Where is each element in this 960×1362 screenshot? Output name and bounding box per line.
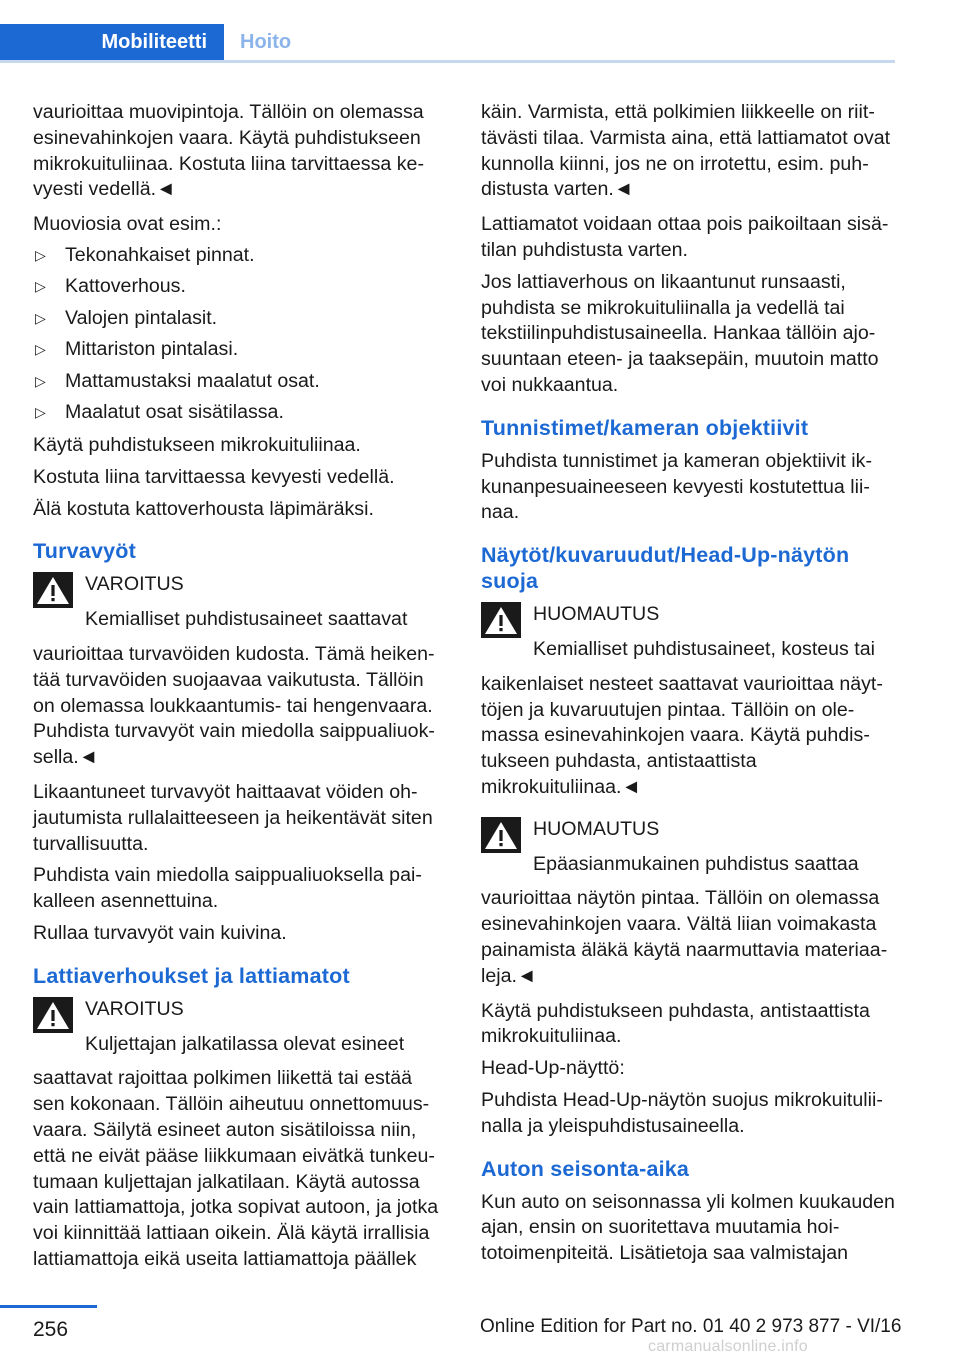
edition-text: Online Edition for Part no. 01 40 2 973 877 - VI/16 (480, 1316, 902, 1337)
right-column (481, 100, 897, 1276)
intro-paragraph: vaurioittaa muovipintoja. Tällöin on olemassa esinevahinkojen vaara. Käytä puhdistukseen mikrokuituliinaa. Kostuta liina tarvittaessa kevyesti vedellä.◄ (33, 101, 424, 201)
watermark: carmanualsonline.info (648, 1338, 808, 1355)
notice-lead: Kemialliset puhdistusaineet, kosteus tai (533, 637, 875, 660)
notice-text: vaurioittaa näytön pintaa. Tällöin on olemassa esinevahinkojen vaara. Vältä liian voimakasta painamista äläkä käytä naarmuttavia materiaaleja.◄ (481, 887, 888, 987)
section-title-tunnistimet: Tunnistimet/kameran objektiivit (481, 415, 809, 440)
header-divider (0, 60, 895, 63)
triangle-bullet-icon: ▷ (35, 372, 46, 389)
page-number: 256 (33, 1318, 69, 1341)
warning-title: VAROITUS (85, 573, 184, 596)
triangle-bullet-icon: ▷ (35, 404, 46, 421)
notice-title: HUOMAUTUS (533, 603, 660, 626)
warning-triangle-icon (33, 572, 73, 608)
list-item: ▷ Maalatut osat sisätilassa. (33, 397, 443, 429)
section-title-lattiaverhoukset: Lattiaverhoukset ja lattiamatot (33, 963, 350, 988)
notice-block (481, 602, 897, 801)
warning-lead: Kemialliset puhdistusaineet saattavat (85, 608, 408, 631)
warning-triangle-icon (33, 997, 73, 1033)
notice-triangle-icon (481, 817, 521, 853)
paragraph: Käytä puhdistukseen puhdasta, antistaattista mikrokuituliinaa. (481, 999, 870, 1048)
paragraph: Jos lattiaverhous on likaantunut runsaasti, puhdista se mikrokuituliinalla ja vedellä tai tekstiilinpuhdistusaineella. Hankaa tällöin ajosuuntaan eteen- ja taaksepäin, muutoin matto voi nukkaantua. (481, 270, 879, 396)
paragraph: Rullaa turvavyöt vain kuivina. (33, 921, 287, 944)
paragraph: Puhdista tunnistimet ja kameran objektiivit ikkunanpesuaineeseen kevyesti kostutettua liinaa. (481, 449, 872, 524)
warning-block (33, 572, 443, 771)
triangle-bullet-icon: ▷ (35, 246, 46, 263)
paragraph: Likaantuneet turvavyöt haittaavat vöiden ohjautumista rullalaitteeseen ja heikentävät siten turvallisuutta. (33, 780, 433, 855)
warning-block (33, 997, 443, 1273)
list-item: ▷ Mattamustaksi maalatut osat. (33, 366, 443, 398)
section-title-turvavyot: Turvavyöt (33, 539, 136, 564)
tab-mobiliteetti[interactable]: Mobiliteetti (0, 24, 224, 60)
list-item: ▷ Mittariston pintalasi. (33, 334, 443, 366)
paragraph: Head-Up-näyttö: (481, 1057, 625, 1080)
notice-text: kaikenlaiset nesteet saattavat vaurioittaa näyttöjen ja kuvaruutujen pintaa. Tällöin on olemassa esinevahinkojen vaara. Käytä puhdistukseen puhdasta, antistaattista mikrokuituliinaa.◄ (481, 672, 883, 798)
paragraph: Puhdista vain miedolla saippualiuoksella paikalleen asennettuina. (33, 864, 422, 913)
warning-text: vaurioittaa turvavöiden kudosta. Tämä heikentää turvavöiden suojaavaa vaikutusta. Tällöin on olemassa loukkaantumis- tai hengenvaara. Puhdista turvavyöt vain miedolla saippualiuoksella.◄ (33, 642, 435, 769)
left-column (33, 100, 443, 1282)
page-header (0, 0, 960, 62)
list-item: ▷ Tekonahkaiset pinnat. (33, 240, 443, 272)
notice-title: HUOMAUTUS (533, 817, 660, 840)
continued-paragraph: käin. Varmista, että polkimien liikkeelle on riittävästi tilaa. Varmista aina, että lattiamatot ovat kunnolla kiinni, jos ne on irrotettu, esim. puhdistusta varten.◄ (481, 101, 891, 201)
paragraph: Käytä puhdistukseen mikrokuituliinaa. (33, 433, 361, 456)
triangle-bullet-icon: ▷ (35, 341, 46, 358)
notice-triangle-icon (481, 602, 521, 638)
section-title-naytot: Näytöt/kuvaruudut/Head-Up-näytön suoja (481, 543, 850, 594)
tab-hoito[interactable]: Hoito (240, 31, 292, 53)
warning-text: saattavat rajoittaa polkimen liikettä tai estää sen kokonaan. Tällöin aiheutuu onnettomuusvaara. Säilytä esineet auton sisätiloissa niin, että ne eivät pääse liikkumaan eivätkä tunkeutumaan kuljettajan jalkatilaan. Käytä autossa vain lattiamattoja, jotka sopivat autoon, ja jotka voi kiinnittää lattiaan oikein. Älä käytä irrallisia lattiamattoja eikä useita lattiamattoja päällek (33, 1067, 439, 1270)
paragraph: Lattiamatot voidaan ottaa pois paikoiltaan sisätilan puhdistusta varten. (481, 213, 889, 261)
list-item: ▷ Valojen pintalasit. (33, 303, 443, 335)
warning-title: VAROITUS (85, 997, 184, 1020)
section-title-seisonta-aika: Auton seisonta-aika (481, 1156, 690, 1181)
paragraph: Kostuta liina tarvittaessa kevyesti vedellä. (33, 465, 395, 488)
triangle-bullet-icon: ▷ (35, 278, 46, 295)
footer-accent-line (0, 1305, 97, 1308)
notice-lead: Epäasianmukainen puhdistus saattaa (533, 852, 859, 875)
plastic-parts-list (33, 240, 443, 429)
notice-block (481, 817, 897, 990)
triangle-bullet-icon: ▷ (35, 309, 46, 326)
paragraph: Kun auto on seisonnassa yli kolmen kuukauden ajan, ensin on suoritettava muutamia hoitotoimenpiteitä. Lisätietoja saa valmistajan (481, 1190, 895, 1265)
paragraph: Puhdista Head-Up-näytön suojus mikrokuituliinalla ja yleispuhdistusaineella. (481, 1088, 883, 1137)
paragraph: Älä kostuta kattoverhousta läpimäräksi. (33, 497, 374, 520)
warning-lead: Kuljettajan jalkatilassa olevat esineet (85, 1032, 405, 1055)
list-item: ▷ Kattoverhous. (33, 271, 443, 303)
plastic-parts-heading: Muoviosia ovat esim.: (33, 213, 222, 236)
